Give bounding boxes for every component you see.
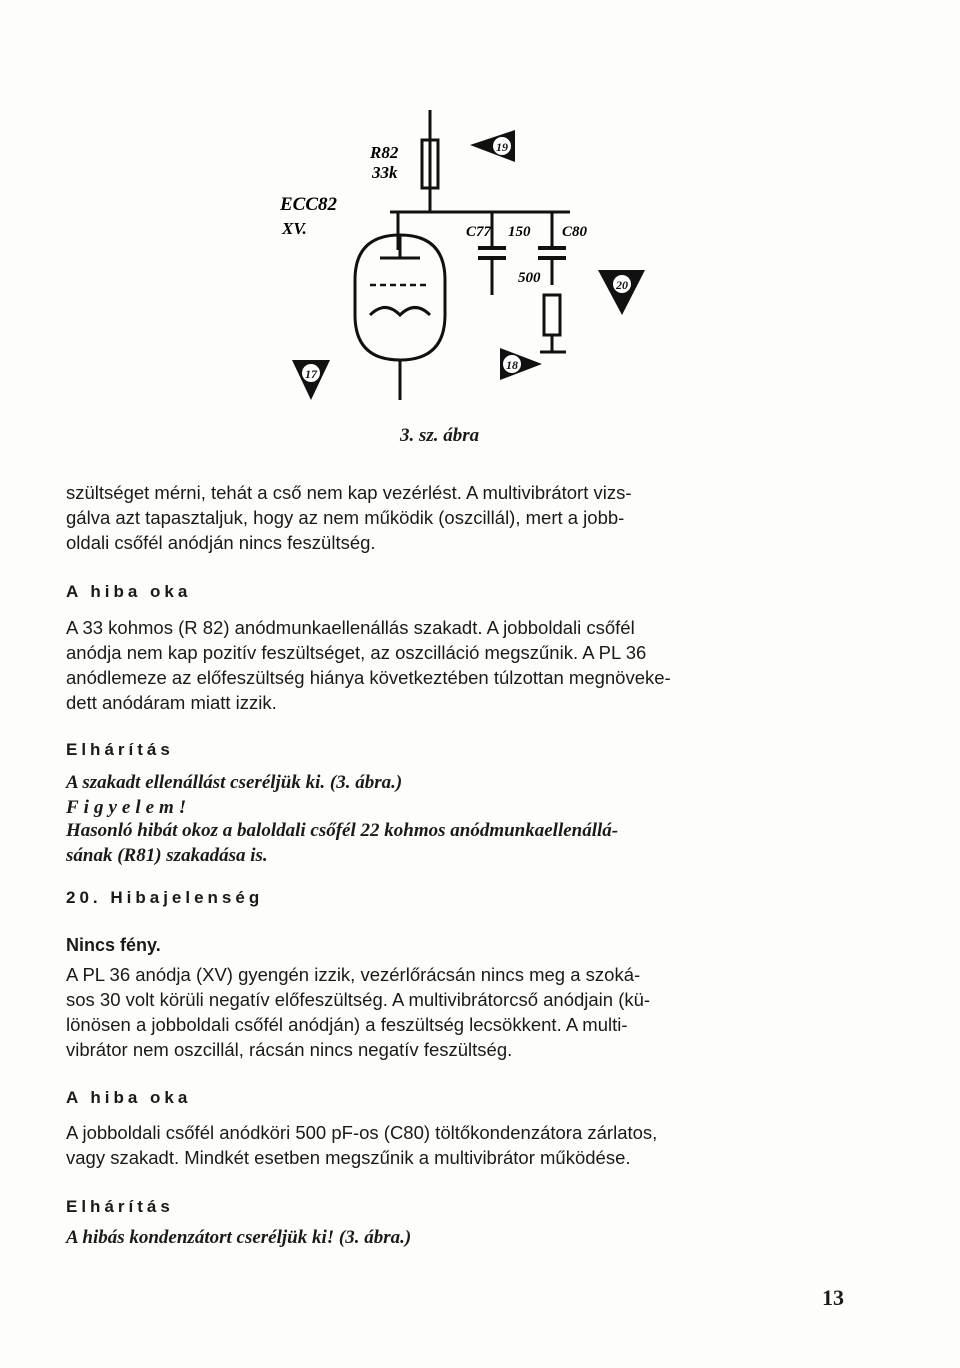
heading-cause-2: A hiba oka <box>66 1088 192 1107</box>
marker-17-icon <box>292 360 330 400</box>
text-line: vagy szakadt. Mindkét esetben megszűnik a multivibrátor működése. <box>66 1147 631 1168</box>
svg-text:19: 19 <box>496 140 508 154</box>
heading-symptom: 20. Hibajelenség <box>66 888 264 907</box>
marker-19-icon <box>470 130 515 162</box>
text-line: lönösen a jobboldali csőfél anódján) a feszültség lecsökkent. A multi- <box>66 1014 628 1035</box>
figure-caption: 3. sz. ábra <box>400 425 480 446</box>
page-number: 13 <box>822 1285 844 1310</box>
symptom-title: Nincs fény. <box>66 935 161 955</box>
text-line: gálva azt tapasztaljuk, hogy az nem működik (oszcillál), mert a jobb- <box>66 507 625 528</box>
text-line: A 33 kohmos (R 82) anódmunkaellenállás szakadt. A jobboldali csőfél <box>66 617 635 638</box>
symptom-paragraph <box>66 962 856 1062</box>
fix-1-text: A szakadt ellenállást cseréljük ki. (3. ábra.) <box>66 772 403 793</box>
cause-1-paragraph <box>66 615 856 715</box>
attention-paragraph <box>66 818 866 868</box>
label-c77: C77 <box>466 224 492 240</box>
text-line: oldali csőfél anódján nincs feszültség. <box>66 532 376 553</box>
heading-fix-1: Elhárítás <box>66 740 174 759</box>
label-c77-value: 150 <box>508 224 531 240</box>
text-line: vibrátor nem oszcillál, rácsán nincs negatív feszültség. <box>66 1039 513 1060</box>
text-line: dett anódáram miatt izzik. <box>66 692 277 713</box>
svg-text:20: 20 <box>616 278 628 292</box>
label-c80-value: 500 <box>518 270 541 286</box>
heading-cause-1: A hiba oka <box>66 582 192 601</box>
intro-paragraph <box>66 480 856 555</box>
heading-fix-2: Elhárítás <box>66 1197 174 1216</box>
svg-text:18: 18 <box>506 358 518 372</box>
label-c80: C80 <box>562 224 588 240</box>
text-line: sos 30 volt körüli negatív előfeszültség. A multivibrátorcső anódjain (kü- <box>66 989 651 1010</box>
text-line: sának (R81) szakadása is. <box>66 845 268 866</box>
text-line: anódja nem kap pozitív feszültséget, az oszcilláció megszűnik. A PL 36 <box>66 642 647 663</box>
cause-2-paragraph <box>66 1120 856 1170</box>
text-line: Hasonló hibát okoz a baloldali csőfél 22 kohmos anódmunkaellenállá- <box>66 820 619 841</box>
attention-label: Figyelem! <box>66 797 192 818</box>
text-line: A PL 36 anódja (XV) gyengén izzik, vezérlőrácsán nincs meg a szoká- <box>66 964 641 985</box>
text-line: A jobboldali csőfél anódköri 500 pF-os (C80) töltőkondenzátora zárlatos, <box>66 1122 658 1143</box>
text-line: anódlemeze az előfeszültség hiánya következtében túlzottan megnöveke- <box>66 667 671 688</box>
label-r82: R82 <box>370 143 399 162</box>
circuit-schematic <box>270 100 670 430</box>
svg-text:17: 17 <box>305 367 317 381</box>
resistor-lower <box>544 295 560 335</box>
text-line: szültséget mérni, tehát a cső nem kap vezérlést. A multivibrátort vizs- <box>66 482 632 503</box>
marker-20-icon <box>598 270 645 315</box>
label-r82-value: 33k <box>372 163 398 182</box>
fix-2-text: A hibás kondenzátort cseréljük ki! (3. ábra.) <box>66 1227 412 1248</box>
marker-18-icon <box>500 348 542 380</box>
label-tube-type: ECC82 <box>280 194 338 215</box>
label-tube-note: XV. <box>282 219 307 238</box>
